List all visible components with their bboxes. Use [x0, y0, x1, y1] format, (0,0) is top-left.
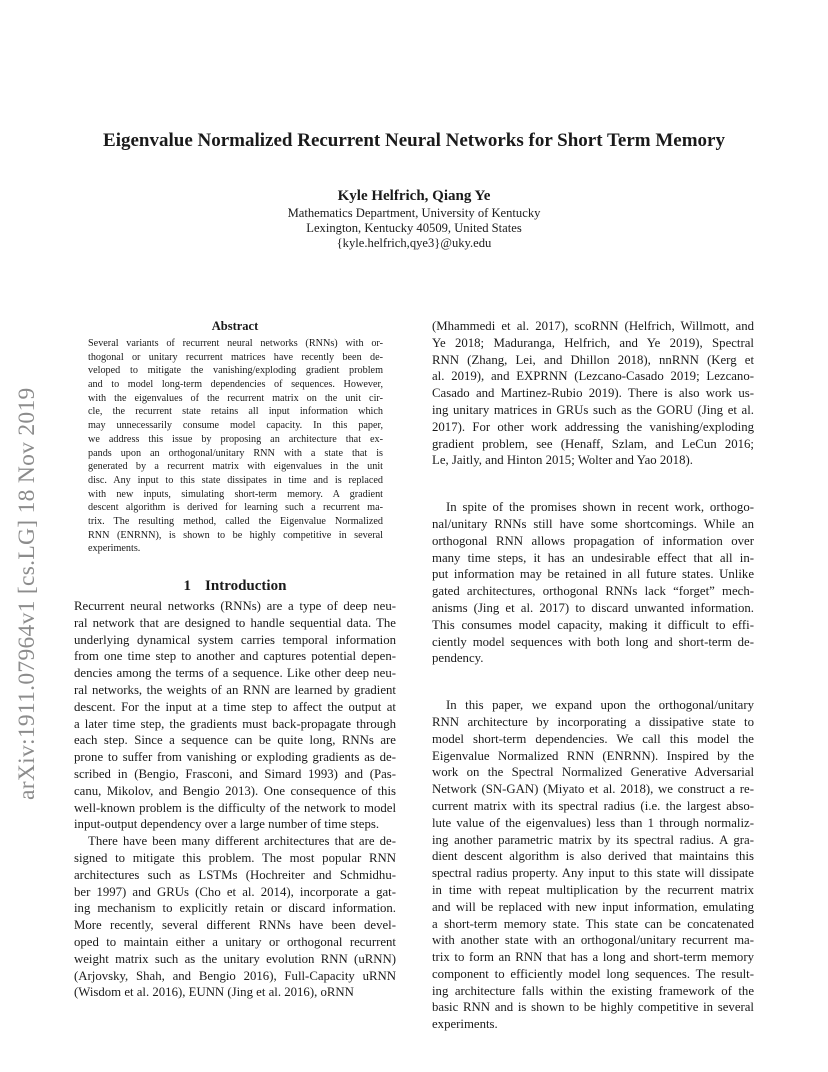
text-line: disc. Any input to this state dissipates in time and is replaced — [88, 474, 383, 486]
intro-paragraph-3 — [432, 318, 754, 469]
text-line: signed to mitigate this problem. The most popular RNN — [74, 850, 396, 865]
text-line: well-known problem is the difficulty of the network to model — [74, 800, 396, 815]
text-line: orthogonal RNN allows propagation of information over — [432, 533, 754, 548]
text-line: prone to suffer from vanishing or exploding gradients as de- — [74, 750, 396, 765]
abstract-body — [88, 337, 383, 556]
text-line: ing another parametric matrix by its spectral radius. A gra- — [432, 832, 754, 847]
text-line: and will be replaced with new input information, emulating — [432, 899, 754, 914]
abstract-heading: Abstract — [211, 319, 259, 333]
text-line: input-output dependency over a large number of time steps. — [74, 817, 380, 832]
text-line: canu, Mikolov, and Bengio 2013). One consequence of this — [74, 783, 396, 798]
text-line: put information may be retained in all future states. Unlike — [432, 567, 754, 582]
text-line: veloped to mitigate the vanishing/exploding gradient problem — [88, 365, 383, 377]
affiliation-department: Mathematics Department, University of Kentucky — [287, 206, 541, 220]
text-line: Casado and Martinez-Rubio 2019). There is also work us- — [432, 386, 754, 401]
text-line: Ye 2018; Maduranga, Helfrich, and Ye 2019), Spectral — [432, 335, 754, 350]
text-line: pands upon an orthogonal/unitary RNN with a state that is — [88, 447, 383, 459]
section-heading — [74, 576, 396, 596]
left-column — [74, 598, 396, 1001]
section-number: 1 — [183, 578, 192, 594]
text-line: ral networks, the weights of an RNN are learned by gradient — [74, 682, 396, 697]
text-line: many time steps, it has an undesirable effect that all in- — [432, 550, 754, 565]
text-line: gradient problem, see (Henaff, Szlam, and LeCun 2016; — [432, 436, 754, 451]
text-line: ing architecture falls within the existing framework of the — [432, 983, 754, 998]
affiliation-block — [60, 206, 768, 251]
text-line: may unnecessarily consume model capacity. In this paper, — [88, 420, 383, 432]
text-line: each step. Since a sequence can be quite long, RNNs are — [74, 733, 396, 748]
text-line: ral network that are designed to handle sequential data. The — [74, 615, 396, 630]
text-line: Eigenvalue Normalized RNN (ENRNN). Inspired by the — [432, 748, 754, 763]
text-line: with new inputs, simulating short-term memory. A gradient — [88, 488, 383, 500]
intro-paragraph-4 — [432, 499, 754, 667]
text-line: anisms (Jing et al. 2017) to discard unwanted information. — [432, 600, 754, 615]
text-line: underlying dynamical system carries temporal information — [74, 632, 396, 647]
text-line: (Arjovsky, Shah, and Bengio 2016), Full-Capacity uRNN — [74, 968, 396, 983]
text-line: a short-term memory state. This state can be concatenated — [432, 916, 754, 931]
text-line: experiments. — [88, 543, 141, 555]
text-line: RNN architecture by incorporating a dissipative state to — [432, 714, 754, 729]
text-line: nal/unitary RNNs still have some shortcomings. While an — [432, 516, 754, 531]
text-line: (Mhammedi et al. 2017), scoRNN (Helfrich, Willmott, and — [432, 319, 754, 333]
text-line: architectures such as LSTMs (Hochreiter and Schmidhu- — [74, 867, 396, 882]
paper-authors: Kyle Helfrich, Qiang Ye — [337, 188, 491, 204]
text-line: dencies among the terms of a sequence. Like other deep neu- — [74, 666, 396, 681]
text-line: RNN (ENRNN), is shown to be highly competitive in several — [88, 529, 383, 541]
arxiv-stamp: arXiv:1911.07964v1 [cs.LG] 18 Nov 2019 — [14, 387, 40, 800]
text-line: spectral radius property. Any input to this state will dissipate — [432, 866, 754, 881]
text-line: scribed in (Bengio, Frasconi, and Simard 1993) and (Pas- — [74, 766, 396, 781]
paper-title: Eigenvalue Normalized Recurrent Neural Networks for Short Term Memory — [103, 130, 725, 151]
text-line: work on the Spectral Normalized Generative Adversarial — [432, 765, 754, 780]
affiliation-address: Lexington, Kentucky 40509, United States — [306, 221, 522, 235]
text-line: component to efficiently model long sequences. The result- — [432, 966, 754, 981]
text-line: Network (SN-GAN) (Miyato et al. 2018), we construct a re- — [432, 782, 754, 797]
text-line: RNN (Zhang, Lei, and Dhillon 2018), nnRNN (Kerg et — [432, 352, 754, 367]
text-line: with the eigenvalues of the recurrent matrix on the unit cir- — [88, 392, 383, 404]
text-line: trix to form an RNN that has a long and short-term memory — [432, 950, 754, 965]
text-line: ber 1997) and GRUs (Cho et al. 2014), incorporate a gat- — [74, 884, 396, 899]
text-line: In this paper, we expand upon the orthogonal/unitary — [446, 698, 754, 713]
text-line: (Wisdom et al. 2016), EUNN (Jing et al. 2016), oRNN — [74, 985, 354, 1000]
text-line: generated by a recurrent matrix with eigenvalues in the unit — [88, 461, 383, 473]
affiliation-email: {kyle.helfrich,qye3}@uky.edu — [336, 236, 492, 250]
text-line: in time with repeat multiplication by the recurrent matrix — [432, 882, 754, 897]
text-line: and to model long-term dependencies of sequences. However, — [88, 379, 383, 391]
text-line: we address this issue by proposing an architecture that ex- — [88, 433, 383, 445]
text-line: There have been many different architectures that are de- — [88, 834, 396, 849]
text-line: cle, the recurrent state retains all input information which — [88, 406, 383, 418]
text-line: basic RNN and is shown to be highly competitive in several — [432, 1000, 754, 1015]
text-line: 2017). For other work addressing the vanishing/exploding — [432, 419, 754, 434]
text-line: More recently, several different RNNs have been devel- — [74, 918, 396, 933]
text-line: This consumes model capacity, making it difficult to effi- — [432, 617, 754, 632]
text-line: Recurrent neural networks (RNNs) are a type of deep neu- — [74, 599, 396, 613]
text-line: ing mechanism to explicitly retain or discard information. — [74, 901, 396, 916]
text-line: Le, Jaitly, and Hinton 2015; Wolter and Yao 2018). — [432, 453, 693, 468]
text-line: descent algorithm is derived for learning such a recurrent ma- — [88, 502, 383, 514]
text-line: descent. For the input at a time step to affect the output at — [74, 699, 396, 714]
text-line: gated architectures, orthogonal RNNs lack “forget” mech- — [432, 584, 754, 599]
text-line: trix. The resulting method, called the Eigenvalue Normalized — [88, 515, 383, 527]
text-line: current matrix with its spectral radius (i.e. the largest abso- — [432, 798, 754, 813]
text-line: experiments. — [432, 1017, 498, 1032]
text-line: thogonal or unitary recurrent matrices have recently been de- — [88, 351, 383, 363]
right-column — [432, 318, 754, 1033]
text-line: from one time step to another and captures potential depen- — [74, 649, 396, 664]
section-title: Introduction — [205, 578, 287, 594]
text-line: model short-term dependencies. We call this model the — [432, 731, 754, 746]
text-line: al. 2019), and EXPRNN (Lezcano-Casado 2019; Lezcano- — [432, 369, 754, 384]
text-line: Several variants of recurrent neural networks (RNNs) with or- — [88, 338, 383, 349]
intro-paragraph-1 — [74, 598, 396, 833]
text-line: pendency. — [432, 651, 484, 666]
text-line: In spite of the promises shown in recent work, orthogo- — [446, 500, 754, 515]
intro-paragraph-5 — [432, 697, 754, 1033]
text-line: lute value of the eigenvalues) less than 1 through normaliz- — [432, 815, 754, 830]
text-line: ing unitary matrices in GRUs such as the GORU (Jing et al. — [432, 402, 754, 417]
text-line: dient descent algorithm is also derived that maintains this — [432, 849, 754, 864]
text-line: oped to maintain either a unitary or orthogonal recurrent — [74, 934, 396, 949]
text-line: ciently model sequences with both long and short-term de- — [432, 634, 754, 649]
intro-paragraph-2 — [74, 833, 396, 1001]
text-line: a later time step, the gradients must back-propagate through — [74, 716, 396, 731]
text-line: with another state with an orthogonal/unitary recurrent ma- — [432, 933, 754, 948]
text-line: weight matrix such as the unitary evolution RNN (uRNN) — [74, 951, 396, 966]
